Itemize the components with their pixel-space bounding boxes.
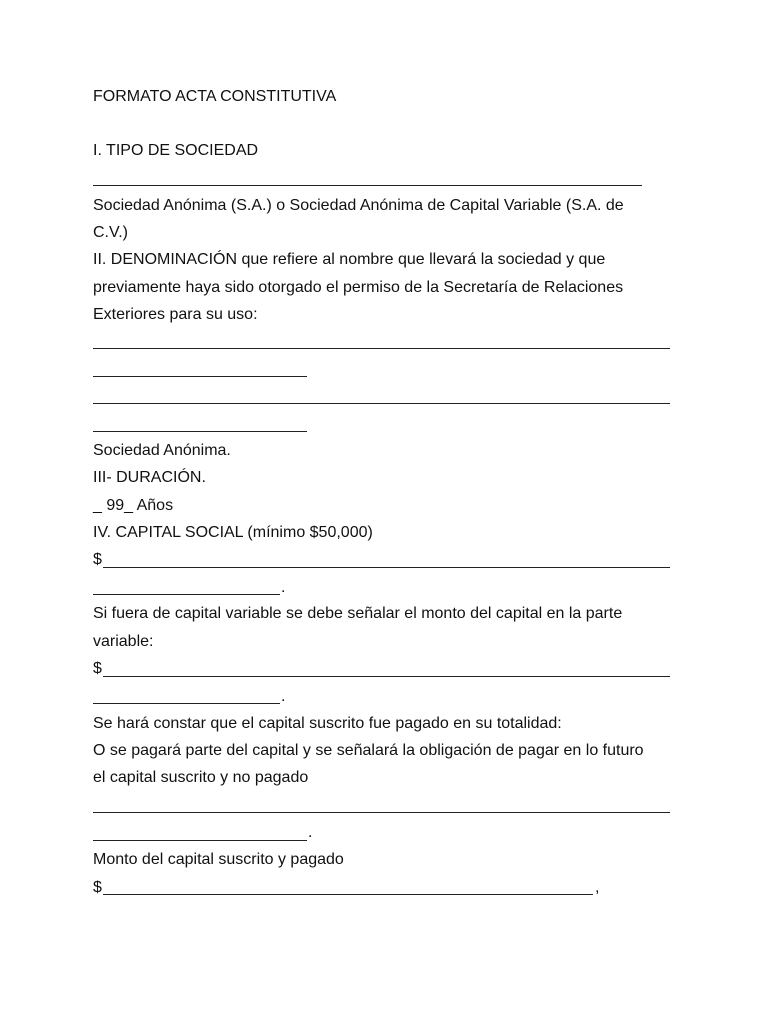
section-1-text: C.V.) xyxy=(93,224,128,241)
paid-capital-text: Se hará constar que el capital suscrito fue pagado en su totalidad: xyxy=(93,715,562,732)
section-2-text: II. DENOMINACIÓN que refiere al nombre que llevará la sociedad y que xyxy=(93,251,606,268)
variable-capital-text: variable: xyxy=(93,633,154,650)
line-end-period: . xyxy=(281,688,286,705)
blank-line-name xyxy=(93,431,307,432)
blank-line-unpaid xyxy=(93,812,670,813)
paid-capital-text: O se pagará parte del capital y se señalará la obligación de pagar en lo futuro xyxy=(93,742,644,759)
section-2-text: previamente haya sido otorgado el permiso de la Secretaría de Relaciones xyxy=(93,279,624,296)
blank-line-name xyxy=(93,376,307,377)
blank-line-variable xyxy=(103,676,670,677)
variable-capital-text: Si fuera de capital variable se debe señalar el monto del capital en la parte xyxy=(93,605,623,622)
section-2-after: Sociedad Anónima. xyxy=(93,442,231,459)
blank-line-capital xyxy=(93,594,280,595)
section-2-text: Exteriores para su uso: xyxy=(93,306,258,323)
blank-line-unpaid xyxy=(93,840,307,841)
section-4-heading: IV. CAPITAL SOCIAL (mínimo $50,000) xyxy=(93,524,373,541)
document-title: FORMATO ACTA CONSTITUTIVA xyxy=(93,88,337,105)
blank-line-variable xyxy=(93,703,280,704)
blank-line-capital xyxy=(103,567,670,568)
blank-line-name xyxy=(93,348,670,349)
blank-line-amount xyxy=(103,894,593,895)
section-3-heading: III- DURACIÓN. xyxy=(93,469,206,486)
blank-line-name xyxy=(93,403,670,404)
currency-sign: $ xyxy=(93,879,102,896)
duration-value: _ 99_ Años xyxy=(93,497,174,514)
currency-sign: $ xyxy=(93,551,102,568)
line-end-period: . xyxy=(308,824,313,841)
section-1-text: Sociedad Anónima (S.A.) o Sociedad Anónima de Capital Variable (S.A. de xyxy=(93,197,624,214)
line-end-comma: , xyxy=(595,879,600,896)
section-1-heading: I. TIPO DE SOCIEDAD xyxy=(93,142,259,159)
blank-line-type xyxy=(93,185,642,186)
amount-label: Monto del capital suscrito y pagado xyxy=(93,851,344,868)
paid-capital-text: el capital suscrito y no pagado xyxy=(93,769,309,786)
line-end-period: . xyxy=(281,579,286,596)
currency-sign: $ xyxy=(93,660,102,677)
